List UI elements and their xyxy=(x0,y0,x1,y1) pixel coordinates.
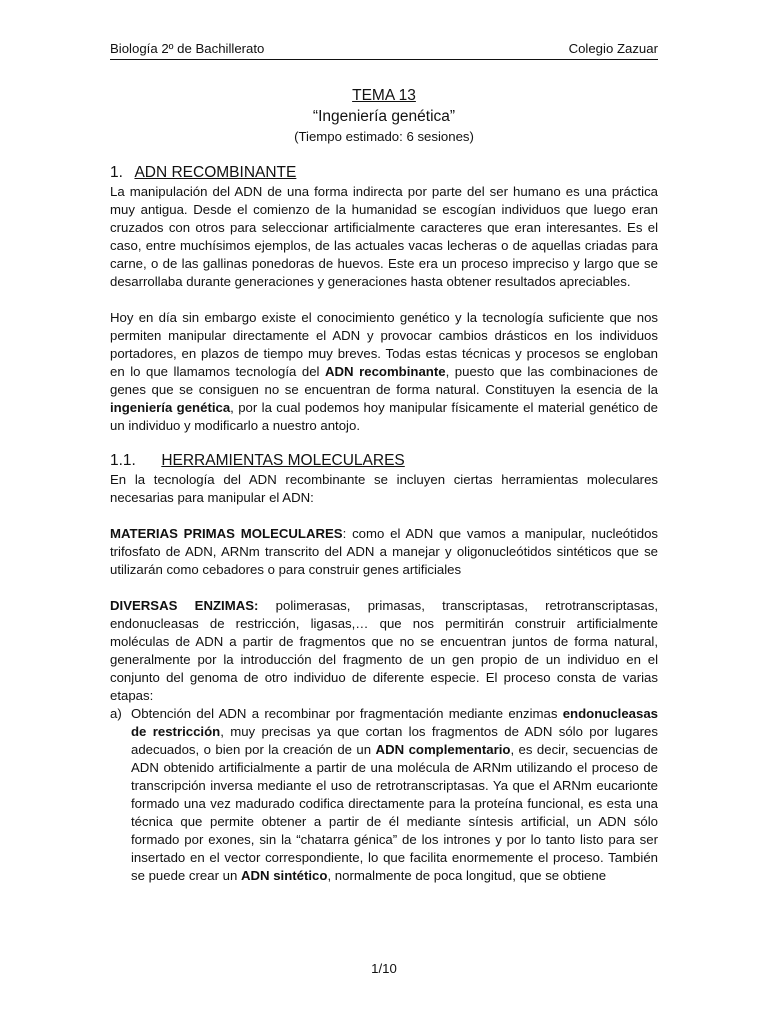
text-run: polimerasas, primasas, transcriptasas, retrotranscriptasas, endonucleasas de restricción, ligasas,… que nos permitirán construir artificialmente moléculas de ADN a partir de fragmentos que no se encuentran juntos de forma natural, generalmente por la introducción del fragmento de un gen propio de un individuo en el conjunto del genoma de otro individuo de diferente especie. El proceso consta de varias etapas: xyxy=(110,598,658,703)
topic-number: TEMA 13 xyxy=(352,87,416,104)
paragraph-enzymes xyxy=(110,597,658,705)
section-heading-1 xyxy=(110,163,658,183)
text-run: Obtención del ADN a recombinar por fragmentación mediante enzimas xyxy=(131,706,563,721)
section-number: 1. xyxy=(110,164,123,181)
list-marker: a) xyxy=(110,706,122,721)
text-run: Hoy en día sin embargo existe el conocimiento genético y la tecnología suficiente que nos permiten manipular directamente el ADN y provocar cambios drásticos en los individuos portadores, en plazos de tiempo muy breves. Todas estas técnicas y procesos se engloban en lo que llamamos tecnología del xyxy=(110,310,658,379)
page-number: 1/10 xyxy=(371,961,397,976)
bold-term: ADN recombinante xyxy=(325,364,446,379)
text-run: , es decir, secuencias de ADN obtenido artificialmente a partir de una molécula de ARNm utilizando el proceso de transcripción inversa mediante el uso de retrotranscriptasas. Ya que el ARNm eucarionte formado una vez madurado codifica directamente para la proteína funcional, es esta una técnica que permite obtener a partir de él mediante síntesis artificial, un ADN sólo formado por exones, sin la “chatarra génica” de los intrones y por lo tanto listo para ser insertado en el vector correspondiente, lo que facilita enormemente el proceso. También se puede crear un xyxy=(131,742,658,883)
bold-term: MATERIAS PRIMAS MOLECULARES xyxy=(110,526,343,541)
text-run: , normalmente de poca longitud, que se obtiene xyxy=(327,868,607,883)
text-run: , muy precisas ya que cortan los fragmentos de ADN sólo por lugares adecuados, o bien por la creación de un xyxy=(131,724,658,757)
header-school: Colegio Zazuar xyxy=(568,41,658,56)
section-number: 1.1. xyxy=(110,452,136,469)
title-block xyxy=(110,86,658,147)
header-subject: Biología 2º de Bachillerato xyxy=(110,41,265,56)
text-run: , por la cual podemos hoy manipular físicamente el material genético de un individuo y modificarlo a nuestro antojo. xyxy=(110,400,658,433)
bold-term: DIVERSAS ENZIMAS: xyxy=(110,598,259,613)
paragraph-intro: En la tecnología del ADN recombinante se incluyen ciertas herramientas moleculares necesarias para manipular el ADN: xyxy=(110,472,658,505)
section-heading-1-1 xyxy=(110,451,658,471)
bold-term: ADN complementario xyxy=(375,742,511,757)
section-title: HERRAMIENTAS MOLECULARES xyxy=(161,452,405,469)
bold-term: ingeniería genética xyxy=(110,400,231,415)
page-header xyxy=(110,40,658,60)
paragraph-raw-materials xyxy=(110,525,658,579)
section-title: ADN RECOMBINANTE xyxy=(134,164,297,181)
topic-title: “Ingeniería genética” xyxy=(312,108,456,125)
paragraph-history: La manipulación del ADN de una forma indirecta por parte del ser humano es una práctica muy antigua. Desde el comienzo de la humanidad se escogían individuos que luego eran cruzados con otros para seleccionar artificialmente caracteres que eran interesantes. Es el caso, entre muchísimos ejemplos, de las actuales vacas lecheras o de aquellas criadas para carne, o de las gallinas ponedoras de huevos. Este era un proceso impreciso y largo que se desarrollaba durante generaciones y generaciones hasta obtener resultados apreciables. xyxy=(110,184,658,289)
bold-term: endonucleasas de restricción xyxy=(131,706,658,739)
text-run: : como el ADN que vamos a manipular, nucleótidos trifosfato de ADN, ARNm transcrito del ADN a manejar y oligonucleótidos sintéticos que se utilizarán como cebadores o para construir genes artificiales xyxy=(110,526,658,577)
estimated-time: (Tiempo estimado: 6 sesiones) xyxy=(294,129,474,144)
list-item xyxy=(110,705,658,885)
bold-term: ADN sintético xyxy=(240,868,328,883)
text-run: , puesto que las combinaciones de genes que se consiguen no se encuentran de forma natural. Constituyen la esencia de la xyxy=(110,364,658,397)
steps-list xyxy=(110,705,658,885)
paragraph-modern xyxy=(110,309,658,435)
